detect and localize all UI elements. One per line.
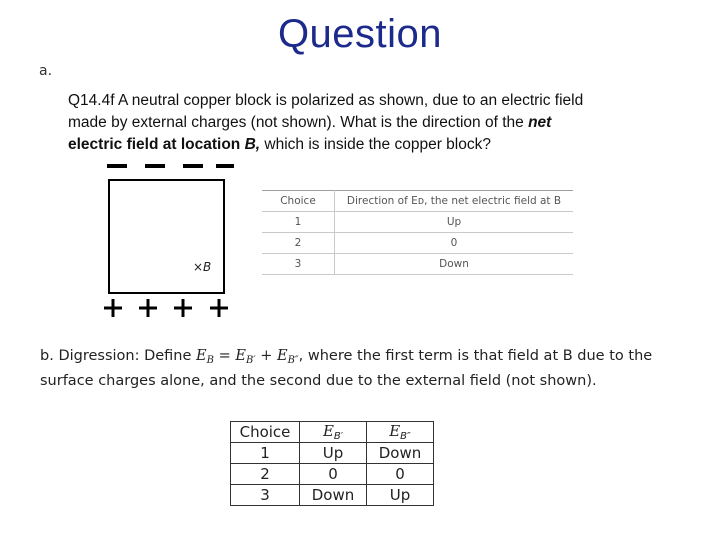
e-b-double-prime-value: 0 bbox=[367, 464, 434, 485]
choice-number: 1 bbox=[231, 443, 300, 464]
question-line-1: Q14.4f A neutral copper block is polarized as shown, due to an electric field bbox=[68, 92, 584, 109]
header-direction: Direction of Eᴅ, the net electric field at B bbox=[335, 191, 574, 212]
equation bbox=[196, 348, 299, 364]
choice-direction: Down bbox=[335, 254, 574, 275]
eq-e1-sub: B′ bbox=[245, 355, 256, 366]
e-b-prime-value: Down bbox=[300, 485, 367, 506]
header-e2-sub: B″ bbox=[400, 431, 411, 442]
header-e1: E bbox=[322, 422, 334, 440]
e-b-double-prime-value: Down bbox=[367, 443, 434, 464]
question-line-2-text: made by external charges (not shown). What is the direction of the bbox=[68, 114, 529, 131]
header-e2: E bbox=[389, 422, 401, 440]
eq-e1: E bbox=[235, 348, 246, 364]
question-line-2 bbox=[68, 112, 598, 134]
eq-equals: = bbox=[214, 348, 236, 364]
eq-e2-sub: B″ bbox=[287, 355, 299, 366]
choice-number: 2 bbox=[231, 464, 300, 485]
eq-e2: E bbox=[276, 348, 288, 364]
choice-table-a bbox=[262, 190, 573, 275]
table-row bbox=[262, 212, 573, 233]
choice-direction: Up bbox=[335, 212, 574, 233]
question-text bbox=[68, 90, 598, 156]
question-net-word: net bbox=[528, 114, 552, 131]
part-a-label: a. bbox=[39, 63, 53, 79]
copper-block bbox=[109, 180, 224, 293]
choice-number: 1 bbox=[262, 212, 335, 233]
table-row bbox=[231, 464, 434, 485]
header-e1-sub: B′ bbox=[333, 431, 344, 442]
e-b-prime-value: 0 bbox=[300, 464, 367, 485]
slide-title: Question bbox=[277, 12, 443, 56]
choice-number: 3 bbox=[231, 485, 300, 506]
question-line-3-rest: which is inside the copper block? bbox=[260, 136, 491, 153]
choice-table-b bbox=[230, 421, 434, 506]
table-header-row bbox=[231, 422, 434, 443]
eq-eb: E bbox=[196, 348, 207, 364]
question-line-3 bbox=[68, 134, 598, 156]
part-b-text bbox=[40, 346, 660, 392]
positive-charges bbox=[104, 299, 228, 317]
choice-direction: 0 bbox=[335, 233, 574, 254]
table-row bbox=[262, 233, 573, 254]
table-header-row bbox=[262, 191, 573, 212]
table-row bbox=[262, 254, 573, 275]
eq-eb-sub: B bbox=[206, 355, 214, 366]
header-choice: Choice bbox=[262, 191, 335, 212]
table-row bbox=[231, 443, 434, 464]
part-b-explanation: , where the first term is that field at B due to the surface charges alone, and the second due to the external field (not shown). bbox=[40, 348, 653, 389]
header-e-b-prime bbox=[300, 422, 367, 443]
image-crop-edge bbox=[228, 507, 438, 540]
header-e-b-double-prime bbox=[367, 422, 434, 443]
part-b-intro: Digression: Define bbox=[58, 348, 197, 364]
header-choice: Choice bbox=[231, 422, 300, 443]
e-b-prime-value: Up bbox=[300, 443, 367, 464]
choice-number: 3 bbox=[262, 254, 335, 275]
question-location-b: B, bbox=[244, 136, 261, 153]
part-b-label: b. bbox=[40, 348, 54, 364]
question-line-3-bold: electric field at location bbox=[68, 136, 245, 153]
choice-number: 2 bbox=[262, 233, 335, 254]
copper-block-diagram bbox=[95, 160, 240, 325]
eq-plus: + bbox=[255, 348, 277, 364]
e-b-double-prime-value: Up bbox=[367, 485, 434, 506]
table-row bbox=[231, 485, 434, 506]
point-b-marker: ×B bbox=[193, 260, 212, 274]
